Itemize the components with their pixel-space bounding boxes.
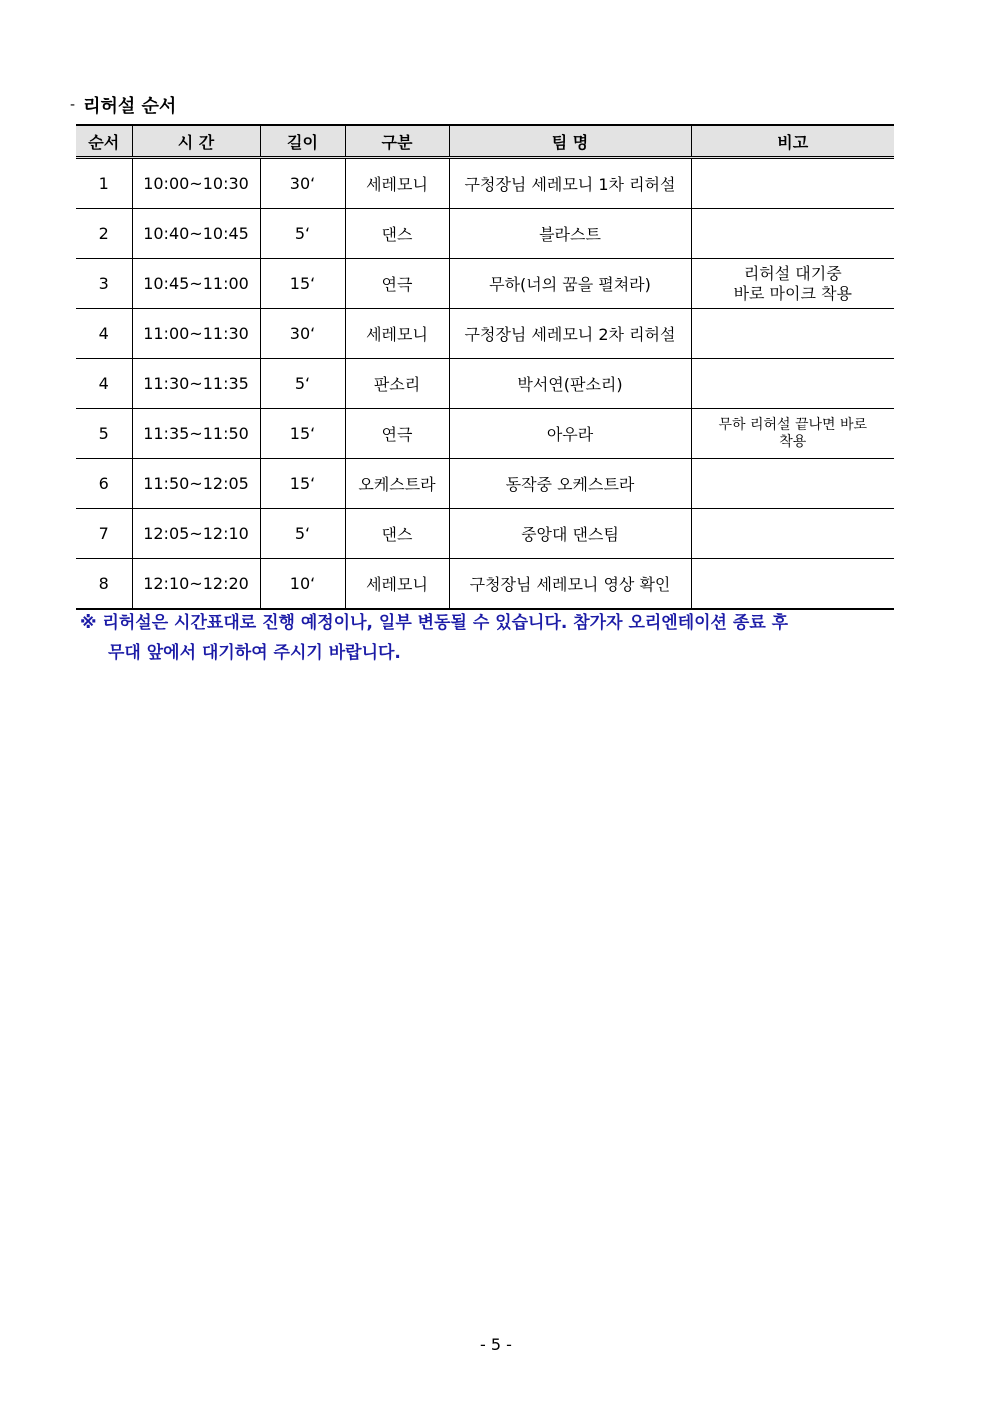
cell-length: 5‘ xyxy=(260,509,345,559)
cell-team: 구청장님 세레모니 1차 리허설 xyxy=(449,158,691,209)
cell-length: 15‘ xyxy=(260,259,345,309)
cell-note xyxy=(691,309,894,359)
cell-time: 12:05~12:10 xyxy=(132,509,260,559)
note-line-2: 착용 xyxy=(779,433,807,450)
cell-category: 세레모니 xyxy=(345,559,449,610)
cell-order: 2 xyxy=(76,209,132,259)
cell-order: 7 xyxy=(76,509,132,559)
cell-note xyxy=(691,559,894,610)
table-row xyxy=(76,409,894,459)
notice-line-2: 무대 앞에서 대기하여 주시기 바랍니다. xyxy=(108,643,401,663)
table-header-row xyxy=(76,125,894,158)
cell-category: 세레모니 xyxy=(345,158,449,209)
cell-length: 15‘ xyxy=(260,459,345,509)
cell-note xyxy=(691,359,894,409)
cell-time: 10:00~10:30 xyxy=(132,158,260,209)
cell-note xyxy=(691,209,894,259)
table-row xyxy=(76,209,894,259)
cell-team: 중앙대 댄스팀 xyxy=(449,509,691,559)
cell-team: 동작중 오케스트라 xyxy=(449,459,691,509)
header-order: 순서 xyxy=(76,125,132,158)
table-row xyxy=(76,359,894,409)
table-row xyxy=(76,259,894,309)
cell-time: 12:10~12:20 xyxy=(132,559,260,610)
cell-order: 3 xyxy=(76,259,132,309)
section-title-dash: - xyxy=(70,97,76,113)
cell-length: 10‘ xyxy=(260,559,345,610)
cell-team: 아우라 xyxy=(449,409,691,459)
cell-category: 연극 xyxy=(345,409,449,459)
cell-order: 4 xyxy=(76,359,132,409)
cell-note xyxy=(691,459,894,509)
cell-time: 11:30~11:35 xyxy=(132,359,260,409)
cell-time: 11:50~12:05 xyxy=(132,459,260,509)
cell-category: 판소리 xyxy=(345,359,449,409)
table-row xyxy=(76,309,894,359)
rehearsal-notice xyxy=(80,608,880,668)
note-line-1: 리허설 대기중 xyxy=(743,263,842,283)
cell-time: 11:00~11:30 xyxy=(132,309,260,359)
cell-team: 구청장님 세레모니 2차 리허설 xyxy=(449,309,691,359)
cell-team: 무하(너의 꿈을 펼쳐라) xyxy=(449,259,691,309)
cell-time: 11:35~11:50 xyxy=(132,409,260,459)
cell-note xyxy=(691,158,894,209)
note-line-1: 무하 리허설 끝나면 바로 xyxy=(718,416,868,433)
cell-team: 박서연(판소리) xyxy=(449,359,691,409)
cell-length: 15‘ xyxy=(260,409,345,459)
cell-order: 4 xyxy=(76,309,132,359)
cell-category: 세레모니 xyxy=(345,309,449,359)
cell-note xyxy=(691,409,894,459)
cell-team: 구청장님 세레모니 영상 확인 xyxy=(449,559,691,610)
cell-time: 10:40~10:45 xyxy=(132,209,260,259)
cell-order: 1 xyxy=(76,158,132,209)
section-title-text: 리허설 순서 xyxy=(83,96,177,117)
rehearsal-schedule-table xyxy=(76,124,894,610)
cell-category: 댄스 xyxy=(345,509,449,559)
cell-order: 5 xyxy=(76,409,132,459)
cell-length: 30‘ xyxy=(260,309,345,359)
cell-category: 댄스 xyxy=(345,209,449,259)
section-title xyxy=(70,92,176,118)
cell-note xyxy=(691,509,894,559)
table-row xyxy=(76,559,894,610)
header-category: 구분 xyxy=(345,125,449,158)
table-row xyxy=(76,509,894,559)
cell-team: 블라스트 xyxy=(449,209,691,259)
cell-time: 10:45~11:00 xyxy=(132,259,260,309)
cell-category: 오케스트라 xyxy=(345,459,449,509)
cell-order: 6 xyxy=(76,459,132,509)
cell-length: 5‘ xyxy=(260,359,345,409)
cell-note xyxy=(691,259,894,309)
table-row xyxy=(76,158,894,209)
header-length: 길이 xyxy=(260,125,345,158)
cell-order: 8 xyxy=(76,559,132,610)
note-line-2: 바로 마이크 착용 xyxy=(733,283,852,303)
cell-length: 30‘ xyxy=(260,158,345,209)
cell-category: 연극 xyxy=(345,259,449,309)
page-number: - 5 - xyxy=(480,1335,512,1354)
table-row xyxy=(76,459,894,509)
cell-length: 5‘ xyxy=(260,209,345,259)
header-note: 비고 xyxy=(691,125,894,158)
header-time: 시 간 xyxy=(132,125,260,158)
notice-line-1: ※ 리허설은 시간표대로 진행 예정이나, 일부 변동될 수 있습니다. 참가자 오리엔테이션 종료 후 xyxy=(80,613,789,633)
header-team: 팀 명 xyxy=(449,125,691,158)
